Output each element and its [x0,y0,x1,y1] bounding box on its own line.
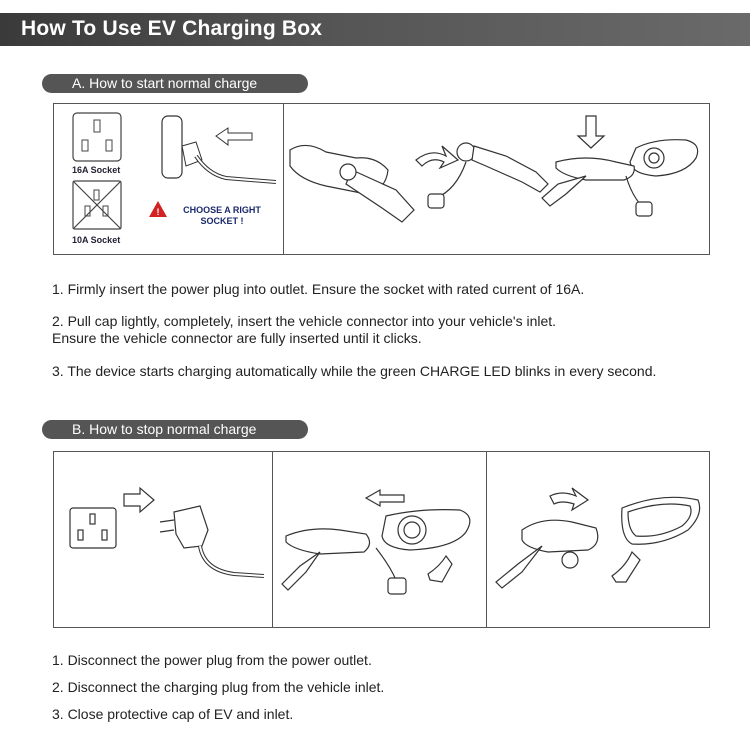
start-charge-panel [53,103,710,255]
warning-text-1: CHOOSE A RIGHT [183,205,261,215]
step-a2: 2. Pull cap lightly, completely, insert the vehicle connector into your vehicle's inlet. [52,313,557,329]
section-a-heading: A. How to start normal charge [42,74,308,93]
insert-connector-illustration [286,110,706,250]
warning-icon [148,200,168,218]
step-b3: 3. Close protective cap of EV and inlet. [52,706,294,722]
unplug-vehicle-illustration [280,486,480,606]
step-a2-cont: Ensure the vehicle connector are fully inserted until it clicks. [52,330,422,346]
svg-text:!: ! [156,207,160,217]
socket-16a-icon [72,112,122,162]
wall-plug-icon [156,114,276,194]
step-b1: 1. Disconnect the power plug from the power outlet. [52,652,372,668]
page-title: How To Use EV Charging Box [21,17,323,40]
panel-a-divider [283,104,284,254]
step-b2: 2. Disconnect the charging plug from the vehicle inlet. [52,679,385,695]
socket-10a-label: 10A Socket [72,235,121,245]
socket-16a-label: 16A Socket [72,165,121,175]
close-cap-illustration [492,486,706,606]
stop-charge-panel [53,451,710,628]
title-bar [0,13,750,46]
section-b-heading: B. How to stop normal charge [42,420,308,439]
socket-10a-crossed-icon [72,180,122,230]
warning-text-2: SOCKET ! [200,216,244,226]
panel-b-divider-2 [486,452,487,627]
panel-b-divider-1 [272,452,273,627]
step-a3: 3. The device starts charging automatically while the green CHARGE LED blinks in every second. [52,363,657,379]
step-a1: 1. Firmly insert the power plug into outlet. Ensure the socket with rated current of 16A. [52,281,585,297]
unplug-wall-illustration [64,486,264,606]
